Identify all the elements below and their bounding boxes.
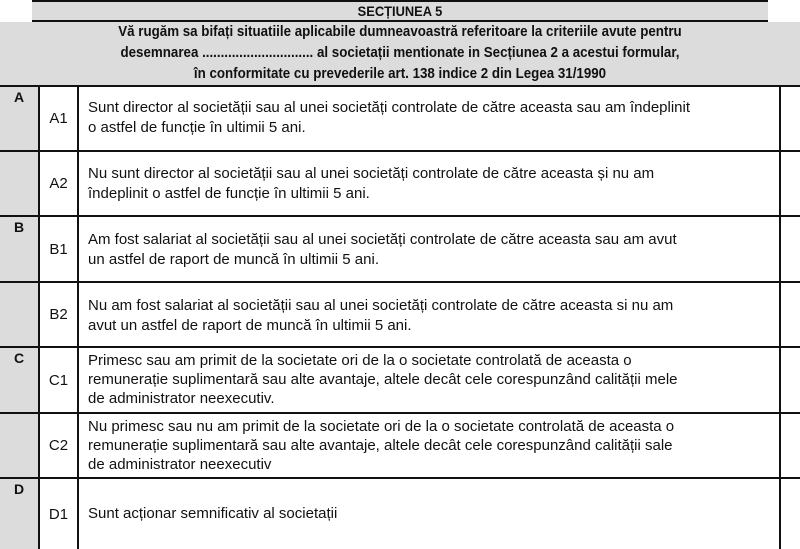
row-checkbox[interactable] bbox=[781, 283, 800, 346]
group-letter-d: D bbox=[0, 479, 40, 549]
row-text-line: Primesc sau am primit de la societate ori de la o societate controlată de aceasta o bbox=[88, 352, 632, 369]
section-intro bbox=[0, 22, 800, 87]
criteria-row-d1 bbox=[0, 479, 800, 549]
row-text bbox=[79, 217, 781, 281]
row-text-line: Nu sunt director al societății sau al unei societăți controlate de către aceasta și nu am bbox=[88, 165, 655, 182]
group-letter-c: C bbox=[0, 348, 40, 479]
row-text-line: remunerație suplimentară sau alte avantaje, altele decât cele corespunzând calității sale bbox=[88, 437, 673, 454]
row-text bbox=[79, 348, 781, 412]
row-code: D1 bbox=[40, 479, 79, 549]
intro-line: desemnarea .............................. al societații mentionate in Secțiunea 2 a acestui formular, bbox=[120, 45, 680, 61]
row-text-line: de administrator neexecutiv. bbox=[88, 390, 275, 407]
row-text-line: îndeplinit o astfel de funcție în ultimii 5 ani. bbox=[88, 185, 370, 202]
row-text bbox=[79, 87, 781, 150]
row-text-line: remunerație suplimentară sau alte avantaje, altele decât cele corespunzând calității mele bbox=[88, 371, 678, 388]
row-text-line: un astfel de raport de muncă în ultimii 5 ani. bbox=[88, 251, 379, 268]
row-checkbox[interactable] bbox=[781, 414, 800, 477]
criteria-row-c1 bbox=[0, 348, 800, 414]
row-checkbox[interactable] bbox=[781, 217, 800, 281]
row-text-line: Sunt acționar semnificativ al societații bbox=[88, 505, 338, 522]
criteria-row-b1 bbox=[0, 217, 800, 283]
row-text bbox=[79, 152, 781, 215]
criteria-row-c2 bbox=[0, 414, 800, 479]
intro-line: Vă rugăm sa bifați situatiile aplicabile dumneavoastră referitoare la criteriile avute pentru bbox=[118, 24, 682, 40]
row-text-line: de administrator neexecutiv bbox=[88, 456, 272, 473]
row-text-line: Nu am fost salariat al societății sau al unei societăți controlate de către aceasta si nu am bbox=[88, 297, 674, 314]
row-text bbox=[79, 283, 781, 346]
row-text-line: avut un astfel de raport de muncă în ultimii 5 ani. bbox=[88, 317, 412, 334]
row-code: B2 bbox=[40, 283, 79, 346]
row-checkbox[interactable] bbox=[781, 348, 800, 412]
row-code: C2 bbox=[40, 414, 79, 477]
criteria-row-a2 bbox=[0, 152, 800, 217]
criteria-row-a1 bbox=[0, 87, 800, 152]
row-text bbox=[79, 479, 781, 549]
row-text bbox=[79, 414, 781, 477]
intro-line: în conformitate cu prevederile art. 138 indice 2 din Legea 31/1990 bbox=[193, 66, 607, 82]
row-text-line: Am fost salariat al societății sau al unei societăți controlate de către aceasta sau am avut bbox=[88, 231, 677, 248]
row-code: A1 bbox=[40, 87, 79, 150]
row-code: C1 bbox=[40, 348, 79, 412]
group-letter-a: A bbox=[0, 87, 40, 217]
row-code: A2 bbox=[40, 152, 79, 215]
row-text-line: Sunt director al societății sau al unei societăți controlate de către aceasta sau am îndeplinit bbox=[88, 99, 691, 116]
row-code: B1 bbox=[40, 217, 79, 281]
section-title: SECȚIUNEA 5 bbox=[32, 0, 768, 22]
row-text-line: o astfel de funcție în ultimii 5 ani. bbox=[88, 119, 306, 136]
row-checkbox[interactable] bbox=[781, 479, 800, 549]
criteria-row-b2 bbox=[0, 283, 800, 348]
row-checkbox[interactable] bbox=[781, 87, 800, 150]
row-text-line: Nu primesc sau nu am primit de la societate ori de la o societate controlată de aceasta o bbox=[88, 418, 675, 435]
group-letter-b: B bbox=[0, 217, 40, 348]
row-checkbox[interactable] bbox=[781, 152, 800, 215]
